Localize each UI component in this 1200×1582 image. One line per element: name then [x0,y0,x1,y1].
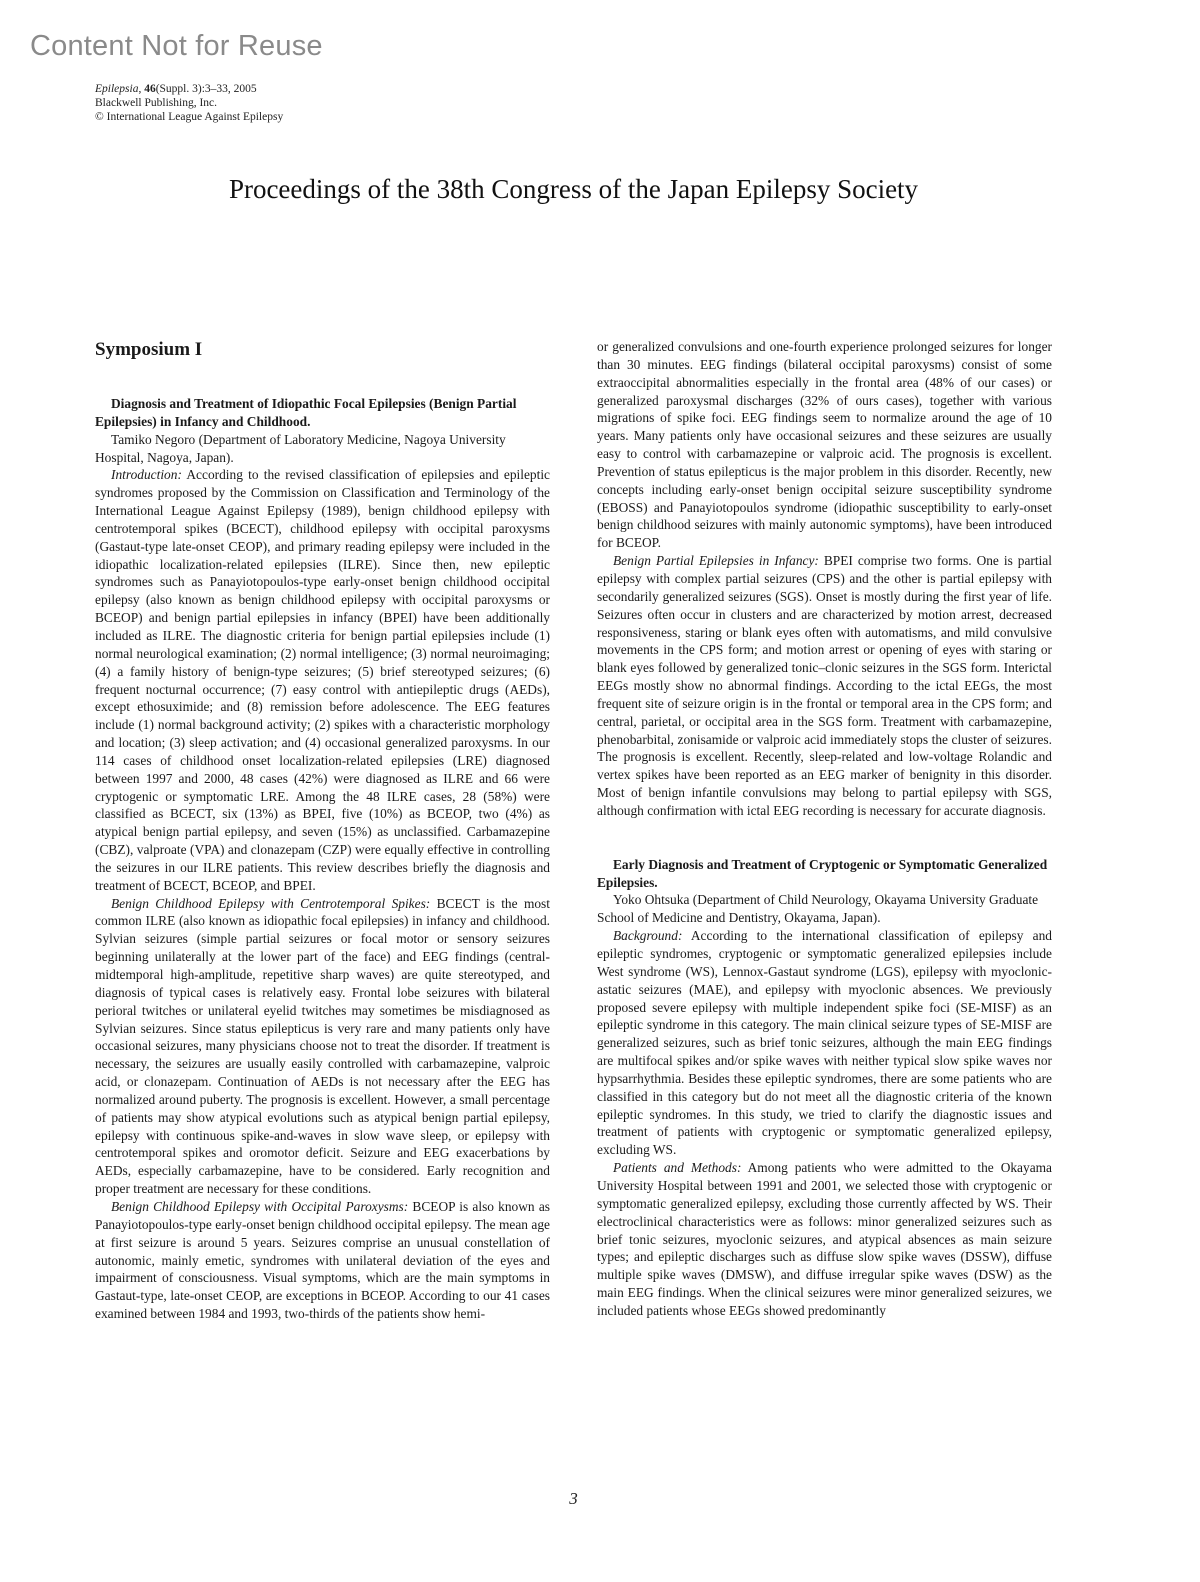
paragraph-text: BPEI comprise two forms. One is partial epilepsy with complex partial seizures (CPS) and the other is partial epilepsy with secondarily generalized seizures (SGS). Onset is mostly during the first year of life. Seizures often occur in clusters and are characterized by motion arrest, decreased responsiveness, staring or blank eyes often with automatisms, and mild convulsive movements in the CPS form; and motion arrest or opening of eyes with staring or blank eyes followed by generalized tonic–clonic seizures in the SGS form. Interictal EEGs mostly show no abnormal findings. According to the ictal EEGs, the most frequent site of seizure origin is in the frontal or temporal area in the CPS form; and central, parietal, or occipital area in the SGS form. Treatment with carbamazepine, phenobarbital, zonisamide or valproic acid immediately stops the cluster of seizures. The prognosis is excellent. Recently, sleep-related and low-voltage Rolandic and vertex spikes have been reported as an EEG marker of benignity in this disorder. Most of benign infantile convulsions may belong to partial epilepsy with SGS, although confirmation with ictal EEG recording is necessary for accurate diagnosis. [597,553,1052,818]
journal-info [95,82,283,124]
abstract-1-paragraph-bceop [95,1198,550,1323]
page-number: 3 [569,1489,578,1508]
paragraph-heading: Benign Childhood Epilepsy with Centrotemporal Spikes: [111,895,431,911]
watermark: Content Not for Reuse [30,30,323,62]
paragraph-heading: Patients and Methods: [613,1160,742,1176]
abstract-1-paragraph-bcect [95,895,550,1198]
left-column [95,338,550,1323]
paragraph-heading: Benign Childhood Epilepsy with Occipital Paroxysms: [111,1198,409,1214]
abstract-2-authors: Yoko Ohtsuka (Department of Child Neurology, Okayama University Graduate School of Medicine and Dentistry, Okayama, Japan). [597,892,1039,926]
abstract-2-paragraph-background [597,927,1052,1159]
journal-citation: Epilepsia, 46(Suppl. 3):3–33, 2005 [95,83,257,95]
abstract-1-paragraph-bpei [597,552,1052,820]
abstract-separator [597,820,1052,856]
abstract-1-paragraph-introduction [95,466,550,894]
paragraph-heading: Background: [613,928,683,944]
paragraph-heading: Benign Partial Epilepsies in Infancy: [613,553,819,569]
right-column [597,338,1052,1320]
journal-publisher: Blackwell Publishing, Inc. [95,97,218,109]
paragraph-text: Among patients who were admitted to the Okayama University Hospital between 1991 and 2001, we selected those with cryptogenic or symptomatic generalized epilepsy, excluding those currently affected by WS. Their electroclinical characteristics were as follows: minor generalized seizures such as brief tonic seizures, myoclonic seizures, and atypical absences as main seizure types; and epileptic discharges such as diffuse slow spike waves (DSSW), diffuse multiple spike waves (DMSW), and diffuse irregular spike waves (DSW) as the main EEG findings. When the clinical seizures were minor generalized seizures, we included patients whose EEGs showed predominantly [597,1160,1052,1318]
journal-volume: 46 [144,83,156,95]
abstract-2-paragraph-methods [597,1159,1052,1320]
paragraph-heading: Introduction: [111,467,182,483]
abstract-1-title: Diagnosis and Treatment of Idiopathic Focal Epilepsies (Benign Partial Epilepsies) in Infancy and Childhood. [95,396,517,429]
paragraph-text: According to the international classification of epilepsy and epileptic syndromes, cryptogenic or symptomatic generalized epilepsies include West syndrome (WS), Lennox-Gastaut syndrome (LGS), epilepsy with myoclonic-astatic seizures (MAE), and epilepsy with myoclonic absences. We previously proposed severe epilepsy with multiple independent spike foci (SE-MISF) as an epileptic syndrome in this category. The main clinical seizure types of SE-MISF are generalized seizures, such as brief tonic seizures, although the main EEG findings are multifocal spikes and/or spike waves with neither typical slow spike waves nor hypsarrhythmia. Besides these epileptic syndromes, there are some patients who are classified in this category but do not meet all the diagnostic criteria of the known epileptic syndromes. In this study, we tried to clarify the diagnostic issues and treatment of patients with cryptogenic or symptomatic generalized epilepsy, excluding WS. [597,928,1052,1158]
journal-issue-pages: (Suppl. 3):3–33, 2005 [155,83,257,95]
abstract-1-continuation: or generalized convulsions and one-fourth experience prolonged seizures for longer than 30 minutes. EEG findings (bilateral occipital paroxysms) consist of some extraoccipital abnormalities especially in the frontal area (48% of our cases) or generalized paroxysmal discharges (32% of ours cases), together with various migrations of spike foci. EEG findings seem to normalize around the age of 10 years. Many patients only have occasional seizures and these seizures are usually easy to control with carbamazepine or valproic acid. The prognosis is excellent. Prevention of status epilepticus is the major problem in this disorder. Recently, new concepts including early-onset benign occipital seizure susceptibility syndrome (EBOSS) and Panayiotopoulos syndrome (idiopathic susceptibility to early-onset benign childhood seizures with mainly autonomic symptoms), have been introduced for BCEOP. [597,339,1052,551]
paragraph-text: According to the revised classification of epilepsies and epileptic syndromes proposed by the Commission on Classification and Terminology of the International League Against Epilepsy (1989), benign childhood epilepsy with centrotemporal spikes (BCECT), childhood epilepsy with occipital paroxysms (Gastaut-type late-onset CEOP), and primary reading epilepsy were included in the idiopathic localization-related epilepsies (ILRE). Since then, new epileptic syndromes such as Panayiotopoulos-type early-onset benign childhood occipital epilepsy (also known as benign childhood epilepsy with occipital paroxysms or BCEOP) and benign partial epilepsies in infancy (BPEI) have been additionally included as ILRE. The diagnostic criteria for benign partial epilepsies include (1) normal neurological examination; (2) normal intelligence; (3) normal neuroimaging; (4) a family history of benign-type seizures; (5) brief stereotyped seizures; (6) frequent nocturnal occurrence; (7) easy control with antiepileptic drugs (AEDs), except ethosuximide; and (8) remission before adolescence. The EEG features include (1) normal background activity; (2) spikes with a characteristic morphology and location; (3) sleep activation; and (4) occasional generalized paroxysms. In our 114 cases of childhood onset localization-related epilepsies (LRE) diagnosed between 1997 and 2000, 48 cases (42%) were diagnosed as ILRE and 66 were cryptogenic or symptomatic LRE. Among the 48 ILRE cases, 28 (58%) were classified as BCECT, six (13%) as BPEI, five (10%) as BCEOP, two (4%) as atypical benign partial epilepsy, and seven (15%) as unclassified. Carbamazepine (CBZ), valproate (VPA) and clonazepam (CZP) were equally effective in controlling the seizures in our ILRE patients. This review describes briefly the diagnosis and treatment of BCECT, BCEOP, and BPEI. [95,467,550,893]
abstract-1-authors: Tamiko Negoro (Department of Laboratory Medicine, Nagoya University Hospital, Nagoya, Japan). [95,431,506,465]
section-heading: Symposium I [95,339,203,360]
page-title: Proceedings of the 38th Congress of the Japan Epilepsy Society [228,174,919,204]
journal-copyright: © International League Against Epilepsy [95,111,284,123]
abstract-2-title: Early Diagnosis and Treatment of Cryptogenic or Symptomatic Generalized Epilepsies. [597,856,1048,890]
paragraph-text: BCEOP is also known as Panayiotopoulos-type early-onset benign childhood occipital epilepsy. The mean age at first seizure is around 5 years. Seizures comprise an unusual constellation of autonomic, mainly emetic, syndromes with unilateral deviation of the eyes and impairment of consciousness. Visual symptoms, which are the main symptoms in Gastaut-type, late-onset CEOP, are exceptions in BCEOP. According to our 41 cases examined between 1984 and 1993, two-thirds of the patients show hemi- [95,1198,550,1322]
journal-name: Epilepsia [95,83,139,95]
paragraph-text: BCECT is the most common ILRE (also known as idiopathic focal epilepsies) in infancy and childhood. Sylvian seizures (simple partial seizures or focal motor or sensory seizures beginning unilaterally at the lower part of the face) and EEG findings (central-midtemporal high-amplitude, repetitive sharp waves) are quite stereotyped, and diagnosis of typical cases is relatively easy. Frontal lobe seizures with bilateral perioral twitches or unilateral eyelid twitches may sometimes be misdiagnosed as Sylvian seizures. Since status epilepticus is very rare and many patients only have occasional seizures, many physicians choose not to treat the disorder. If treatment is necessary, the seizures are usually easily controlled with carbamazepine, valproic acid, or clonazepam. Continuation of AEDs is not necessary after the EEG has normalized around puberty. The prognosis is excellent. However, a small percentage of patients may show atypical evolutions such as atypical benign partial epilepsy, epilepsy with continuous spike-and-waves in slow wave sleep, or epilepsy with centrotemporal spikes and oromotor deficit. Seizure and EEG exacerbations by AEDs, especially carbamazepine, have to be considered. Early recognition and proper treatment are necessary for these conditions. [95,895,550,1197]
